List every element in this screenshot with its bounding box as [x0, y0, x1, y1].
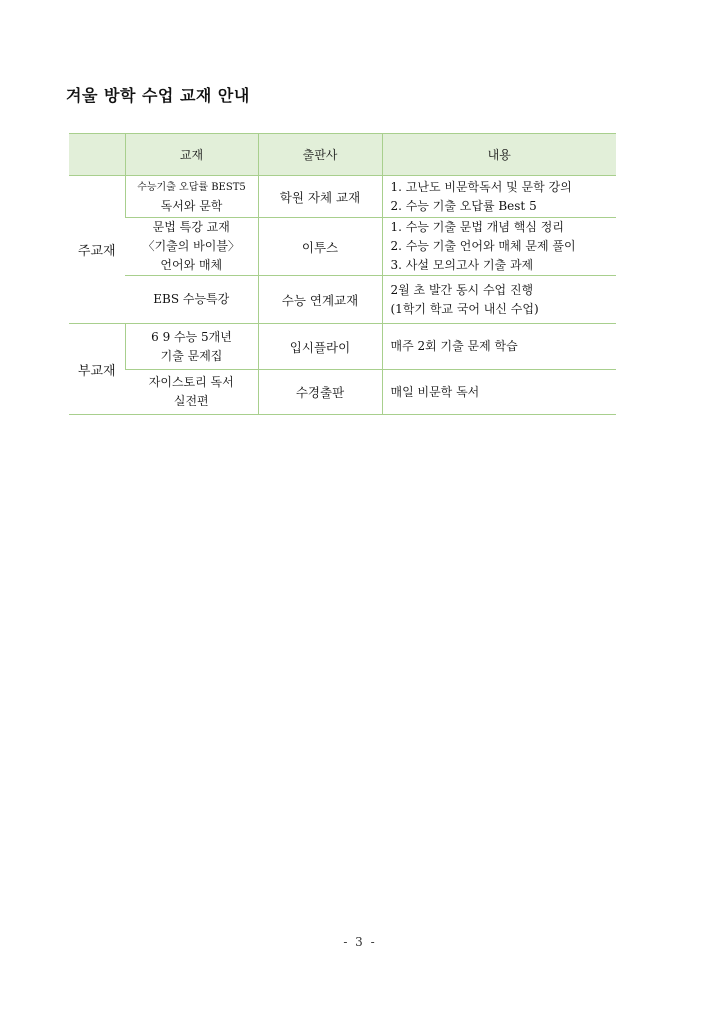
category-main: 주교재 [69, 176, 125, 324]
book-line: 실전편 [173, 394, 209, 408]
book-line: 문법 특강 교재 [152, 220, 230, 234]
book-line: 〈기출의 바이블〉 [142, 239, 240, 253]
header-publisher: 출판사 [258, 134, 382, 176]
content-cell [382, 176, 616, 218]
page-title: 겨울 방학 수업 교재 안내 [66, 86, 250, 105]
content-cell [382, 276, 616, 324]
book-cell [125, 218, 258, 276]
table-row [69, 324, 616, 370]
header-book: 교재 [125, 134, 258, 176]
book-line: 6 9 수능 5개년 [151, 329, 232, 344]
book-line: 자이스토리 독서 [148, 375, 234, 389]
content-line: 2. 수능 기출 오답률 Best 5 [390, 198, 537, 213]
table-row [69, 176, 616, 218]
content-line: (1학기 학교 국어 내신 수업) [390, 301, 539, 316]
book-cell [125, 324, 258, 370]
book-cell: EBS 수능특강 [125, 276, 258, 324]
header-content: 내용 [382, 134, 616, 176]
book-cell [125, 176, 258, 218]
content-line: 1. 고난도 비문학독서 및 문학 강의 [390, 179, 572, 194]
header-blank [69, 134, 125, 176]
publisher-cell: 수경출판 [258, 370, 382, 415]
page-number: - 3 - [343, 935, 377, 949]
content-cell [382, 218, 616, 276]
table-row [69, 370, 616, 415]
content-cell: 매일 비문학 독서 [382, 370, 616, 415]
textbook-table [69, 133, 616, 415]
content-line: 3. 사설 모의고사 기출 과제 [390, 258, 534, 272]
book-line: 언어와 매체 [160, 258, 223, 272]
content-line: 2월 초 발간 동시 수업 진행 [390, 282, 534, 297]
table-header-row [69, 134, 616, 176]
publisher-cell: 입시플라이 [258, 324, 382, 370]
table-row [69, 218, 616, 276]
publisher-cell: 학원 자체 교재 [258, 176, 382, 218]
publisher-cell: 이투스 [258, 218, 382, 276]
content-line: 2. 수능 기출 언어와 매체 문제 풀이 [390, 239, 576, 253]
book-cell [125, 370, 258, 415]
book-subtitle: 수능기출 오답률 BEST5 [137, 181, 246, 193]
publisher-cell: 수능 연계교재 [258, 276, 382, 324]
table-row [69, 276, 616, 324]
book-line: 기출 문제집 [160, 348, 223, 363]
category-sub: 부교재 [69, 324, 125, 415]
book-title: 독서와 문학 [160, 198, 223, 213]
content-cell: 매주 2회 기출 문제 학습 [382, 324, 616, 370]
content-line: 1. 수능 기출 문법 개념 핵심 정리 [390, 220, 564, 234]
